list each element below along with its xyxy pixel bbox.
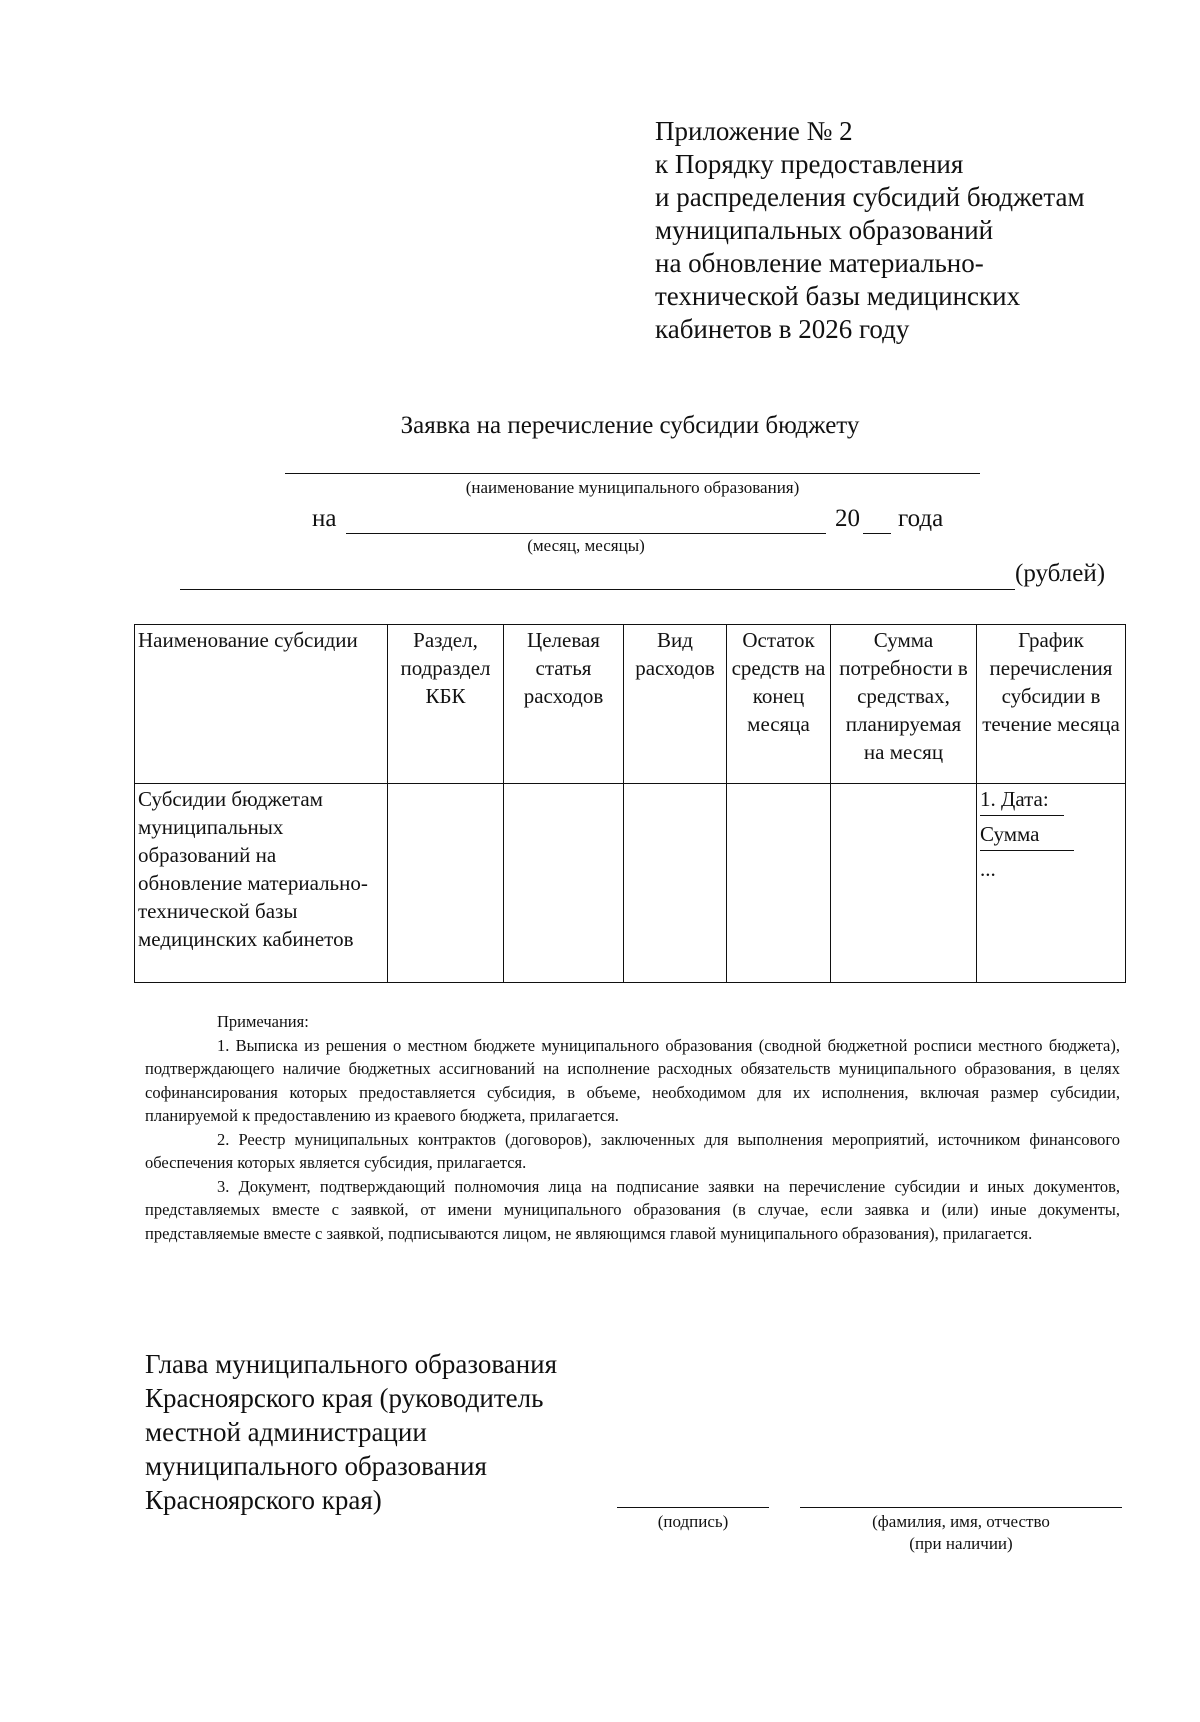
signature-line[interactable] [617,1507,769,1508]
na-label: на [312,505,337,532]
row-balance-cell[interactable] [727,784,831,983]
appendix-header [655,115,1175,346]
schedule-date-label: 1. Дата: [980,787,1049,811]
header-schedule: График перечисления субсидии в течение месяца [977,625,1126,784]
month-line[interactable] [346,533,826,534]
month-caption: (месяц, месяцы) [527,536,645,555]
appendix-line: к Порядку предоставления [655,149,964,179]
currency-label: (рублей) [1015,560,1106,587]
appendix-line: муниципальных образований [655,215,994,245]
municipality-name-line[interactable] [285,473,980,474]
appendix-line: на обновление материально- [655,248,984,278]
schedule-more: ... [980,857,996,881]
header-kbk: Раздел, подраздел КБК [388,625,504,784]
signatory-line: Красноярского края (руководитель [145,1383,544,1413]
row-need-amount-cell[interactable] [831,784,977,983]
row-target-article-cell[interactable] [504,784,624,983]
header-expense-type: Вид расходов [624,625,727,784]
signatory-line: Красноярского края) [145,1485,382,1515]
note-item: 2. Реестр муниципальных контрактов (договоров), заключенных для выполнения мероприятий, источником финансового обеспечения которых является субсидия, прилагается. [145,1129,1120,1172]
schedule-sum-line[interactable] [980,850,1074,851]
full-name-caption-line: (при наличии) [909,1534,1013,1553]
form-title: Заявка на перечисление субсидии бюджету [400,412,860,439]
schedule-sum-label: Сумма [980,822,1040,846]
header-subsidy-name: Наименование субсидии [135,625,388,784]
header-need-amount: Сумма потребности в средствах, планируемая на месяц [831,625,977,784]
signature-caption: (подпись) [657,1512,729,1531]
header-balance: Остаток средств на конец месяца [727,625,831,784]
table-header-row [135,625,1126,784]
header-target-article: Целевая статья расходов [504,625,624,784]
municipality-caption: (наименование муниципального образования) [465,478,800,497]
appendix-line: кабинетов в 2026 году [655,314,910,344]
schedule-date-line[interactable] [980,815,1064,816]
appendix-line: технической базы медицинских [655,281,1021,311]
signatory-line: Глава муниципального образования [145,1349,558,1379]
row-kbk-cell[interactable] [388,784,504,983]
signatory-line: местной администрации [145,1417,427,1447]
full-name-line[interactable] [800,1507,1122,1508]
signatory-line: муниципального образования [145,1451,487,1481]
row-schedule-cell [977,784,1126,983]
note-item: 3. Документ, подтверждающий полномочия лица на подписание заявки на перечисление субсидии и иных документов, представляемых вместе с заявкой, от имени муниципального образования (в случае, если заявка и (или) иные документы, представляемые вместе с заявкой, подписываются лицом, не являющимся главой муниципального образования), прилагается. [145,1176,1120,1243]
subsidy-table [134,624,1126,983]
row-expense-type-cell[interactable] [624,784,727,983]
year-prefix: 20 [835,505,860,532]
notes-title: Примечания: [217,1012,309,1031]
currency-line[interactable] [180,589,1015,590]
row-subsidy-name: Субсидии бюджетам муниципальных образований на обновление материально-технической базы медицинских кабинетов [135,784,388,983]
notes-section [145,1010,1120,1245]
year-line[interactable] [863,533,891,534]
year-suffix: года [898,505,944,532]
full-name-caption [800,1511,1122,1555]
table-row [135,784,1126,983]
appendix-line: и распределения субсидий бюджетам [655,182,1085,212]
note-item: 1. Выписка из решения о местном бюджете муниципального образования (сводной бюджетной росписи местного бюджета), подтверждающего наличие бюджетных ассигнований на исполнение расходных обязательств муниципального образования, в целях софинансирования которых предоставляется субсидия, в объеме, необходимом для их исполнения, включая размер субсидии, планируемой к предоставлению из краевого бюджета, прилагается. [145,1035,1120,1125]
full-name-caption-line: (фамилия, имя, отчество [872,1512,1050,1531]
signatory-title [145,1347,645,1517]
appendix-line: Приложение № 2 [655,116,853,146]
